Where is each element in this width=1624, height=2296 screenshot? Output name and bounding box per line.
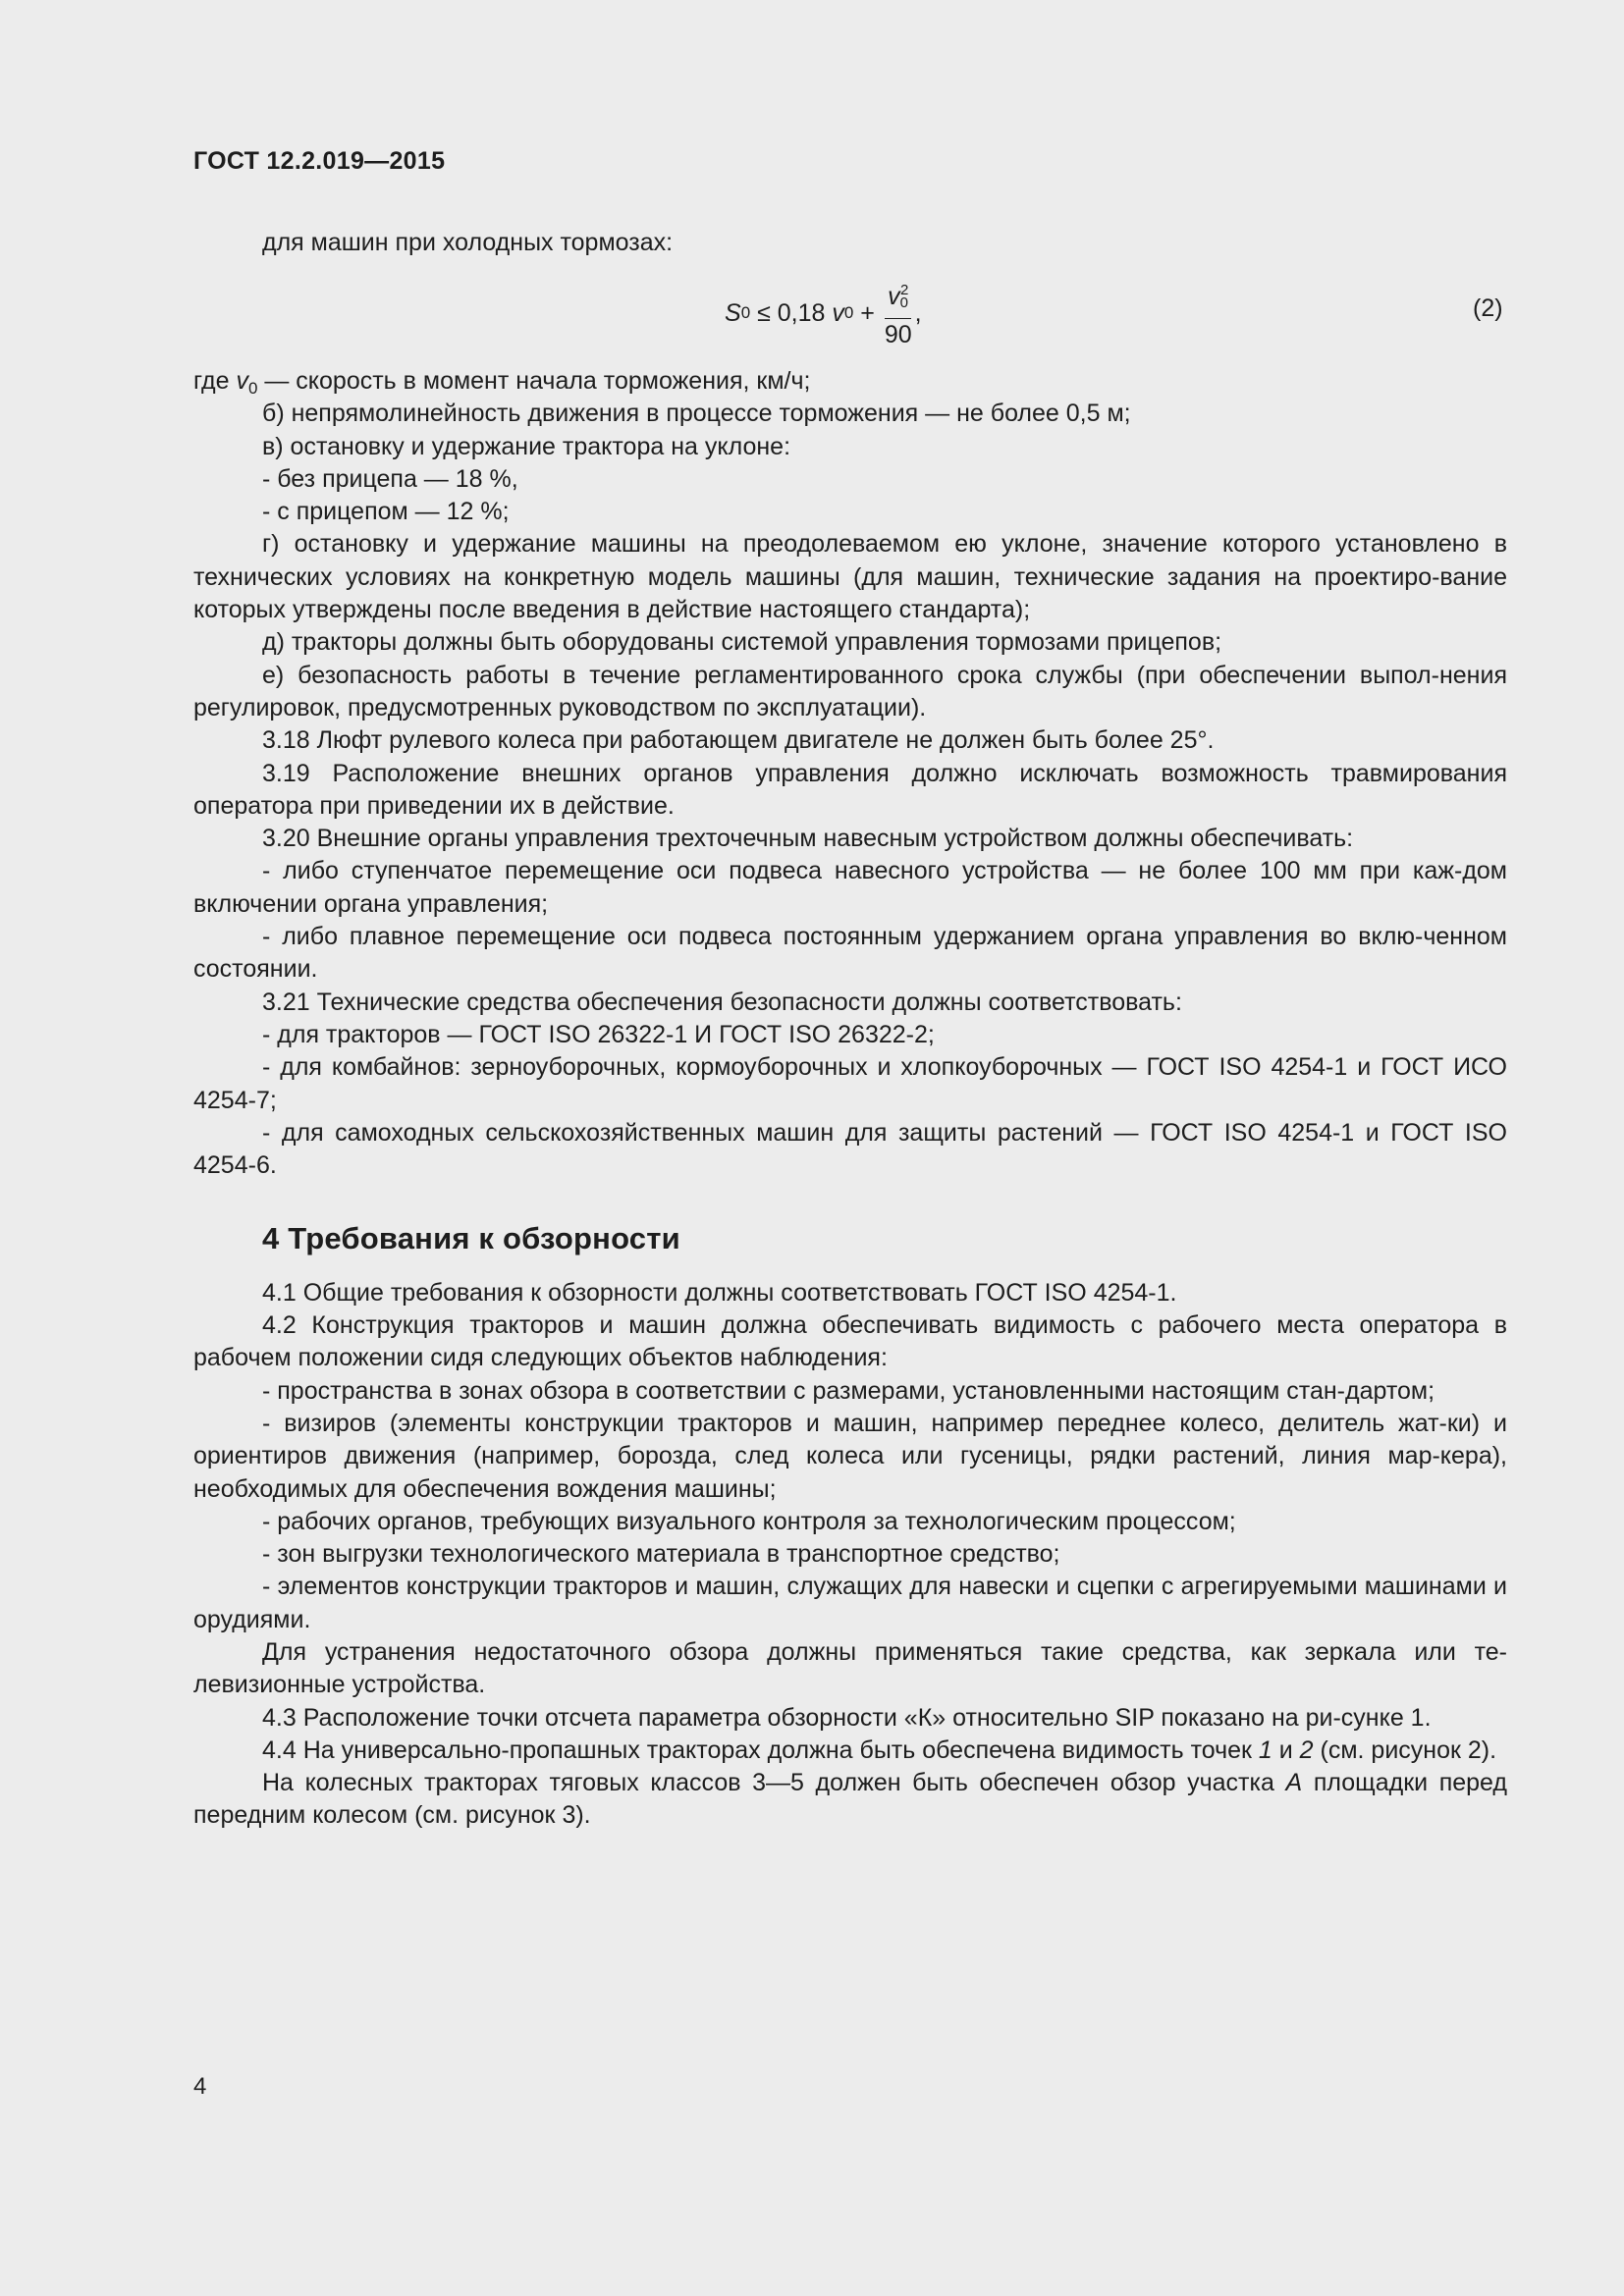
paragraph: 3.18 Люфт рулевого колеса при работающем двигателе не должен быть более 25°. [262, 726, 1215, 755]
paragraph: 4.2 Конструкция тракторов и машин должна обеспечивать видимость с рабочего места оператора в рабочем положении сидя следующих объектов наблюдения: [193, 1311, 1507, 1372]
paragraph-4-4 [193, 1735, 1507, 1767]
where-prefix: где [193, 367, 237, 395]
paragraph: - для самоходных сельскохозяйственных машин для защиты растений — ГОСТ ISO 4254-1 и ГОСТ ISO 4254-6. [193, 1118, 1507, 1180]
body-text [193, 365, 1507, 1833]
paragraph-wheeled-tractors [193, 1767, 1507, 1833]
num-var: v [888, 283, 900, 310]
where-sub: 0 [247, 379, 258, 398]
paragraph: д) тракторы должны быть оборудованы системой управления тормозами прицепов; [262, 628, 1222, 657]
paragraph: - визиров (элементы конструкции тракторов и машин, например переднее колесо, делитель жат-ки) и ориентиров движения (например, борозда, след колеса или гусеницы, рядки растений, линия мар-кера), необходимых для обеспечения вождения машины; [193, 1409, 1507, 1503]
paragraph: 3.21 Технические средства обеспечения безопасности должны соответствовать: [262, 988, 1182, 1016]
formula-lhs-var: S [725, 298, 741, 327]
paragraph: - элементов конструкции тракторов и машин, служащих для навески и сцепки с агрегируемыми машинами и орудиями. [193, 1573, 1507, 1633]
p45-text-b: площадки перед передним колесом (см. рисунок 3). [193, 1769, 1508, 1830]
formula-relation: ≤ 0,18 [750, 298, 833, 327]
where-var: v [236, 367, 248, 395]
paragraph: 3.19 Расположение внешних органов управления должно исключать возможность травмирования оператора при приведении их в действие. [193, 759, 1507, 820]
p45-text-a: На колесных тракторах тяговых классов 3—5 должен быть обеспечен обзор участка [262, 1769, 1286, 1797]
paragraph: - для тракторов — ГОСТ ISO 26322-1 И ГОСТ ISO 26322-2; [262, 1020, 935, 1048]
paragraph: 4.1 Общие требования к обзорности должны соответствовать ГОСТ ISO 4254-1. [262, 1278, 1177, 1307]
formula-lhs-sub: 0 [740, 303, 751, 322]
paragraph: г) остановку и удержание машины на преодолеваемом ею уклоне, значение которого установлено в технических условиях на конкретную модель машины (для машин, технические задания на проектиро-вание которых утверждены после введения в действие настоящего стандарта); [193, 530, 1507, 624]
paragraph: Для устранения недостаточного обзора должны применяться такие средства, как зеркала или те-левизионные устройства. [193, 1637, 1507, 1699]
document-header: ГОСТ 12.2.019—2015 [193, 147, 446, 175]
formula-fraction [885, 278, 912, 348]
paragraph: - либо плавное перемещение оси подвеса постоянным удержанием органа управления во вклю-ченном состоянии. [193, 923, 1507, 984]
paragraph: - либо ступенчатое перемещение оси подвеса навесного устройства — не более 100 мм при каж-дом включении органа управления; [193, 857, 1507, 918]
paragraph: - рабочих органов, требующих визуального контроля за технологическим процессом; [262, 1507, 1236, 1535]
paragraph: 4.3 Расположение точки отсчета параметра обзорности «К» относительно SIP показано на ри-сунке 1. [262, 1703, 1432, 1732]
formula-v: v [832, 298, 844, 327]
formula-trailing: , [914, 298, 922, 327]
intro-text: для машин при холодных тормозах: [262, 229, 674, 256]
p44-point-2: 2 [1299, 1735, 1314, 1764]
where-clause [193, 365, 1507, 398]
p44-text-a: 4.4 На универсально-пропашных тракторах должна быть обеспечена видимость точек [262, 1735, 1259, 1764]
where-text: — скорость в момент начала торможения, км/ч; [257, 367, 811, 395]
paragraph: - пространства в зонах обзора в соответствии с размерами, установленными настоящим стан-дартом; [262, 1376, 1435, 1405]
fraction-numerator [885, 278, 911, 319]
formula-plus: + [853, 298, 882, 327]
paragraph: - для комбайнов: зерноуборочных, кормоуборочных и хлопкоуборочных — ГОСТ ISO 4254-1 и ГОСТ ИСО 4254-7; [193, 1053, 1507, 1114]
equation-number: (2) [1473, 294, 1503, 322]
paragraph: в) остановку и удержание трактора на уклоне: [262, 432, 791, 460]
fraction-denominator: 90 [884, 321, 912, 348]
paragraph: е) безопасность работы в течение регламентированного срока службы (при обеспечении выпол-нения регулировок, предусмотренных руководством по эксплуатации). [193, 661, 1507, 721]
num-sub: 0 [899, 294, 908, 311]
p44-text-b: и [1272, 1735, 1300, 1764]
page-number: 4 [193, 2073, 207, 2100]
paragraph: - зон выгрузки технологического материала в транспортное средство; [262, 1540, 1060, 1569]
p44-text-c: (см. рисунок 2). [1313, 1735, 1497, 1764]
section-4-title: 4 Требования к обзорности [262, 1221, 680, 1256]
formula-2 [725, 279, 922, 347]
p45-area-a: А [1285, 1769, 1303, 1797]
formula-v-sub: 0 [843, 303, 854, 322]
paragraph: - с прицепом — 12 %; [262, 498, 510, 526]
p44-point-1: 1 [1258, 1735, 1272, 1764]
paragraph: б) непрямолинейность движения в процессе торможения — не более 0,5 м; [262, 400, 1131, 428]
paragraph: 3.20 Внешние органы управления трехточечным навесным устройством должны обеспечивать: [262, 825, 1354, 853]
num-sup: 2 [900, 282, 909, 298]
paragraph: - без прицепа — 18 %, [262, 464, 518, 493]
